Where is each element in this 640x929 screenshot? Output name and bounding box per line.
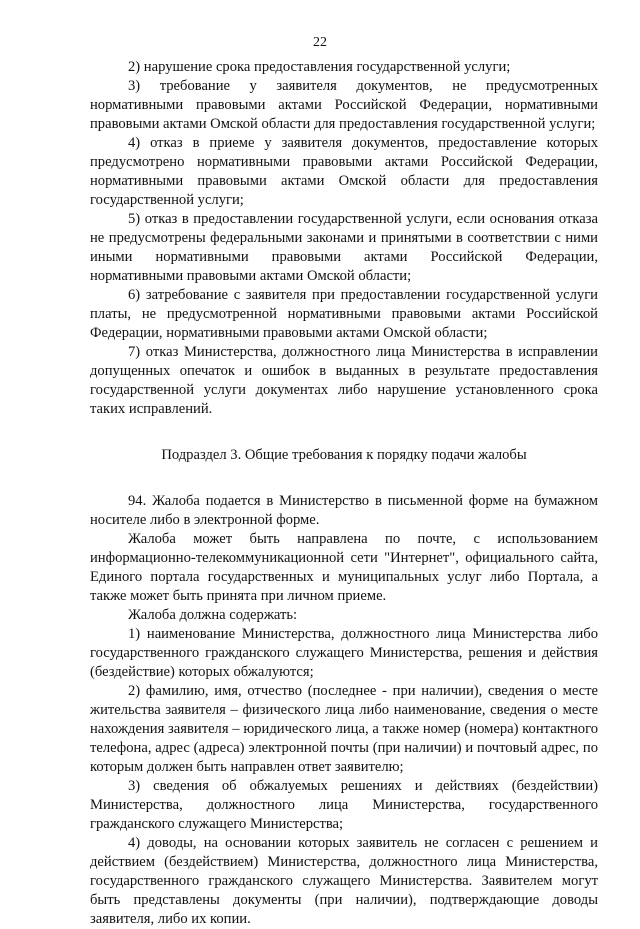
complaint-item-4: 4) доводы, на основании которых заявитель не согласен с решением и действием (бездействием) Министерства, должностного лица Министерства, государственного гражданского служащего Министерства. Заявителем могут быть представлены документы (при наличии), подтверждающие доводы заявителя, либо их копии. — [90, 835, 598, 927]
page-number: 22 — [313, 35, 327, 50]
document-body — [90, 58, 598, 929]
list-item-6: 6) затребование с заявителя при предоставлении государственной услуги платы, не предусмотренной нормативными правовыми актами Российской Федерации, нормативными правовыми актами Омской области; — [90, 287, 598, 341]
complaint-item-1: 1) наименование Министерства, должностного лица Министерства либо государственного гражданского служащего Министерства, решения и действия (бездействие) которых обжалуются; — [90, 626, 598, 680]
list-item-2: 2) нарушение срока предоставления государственной услуги; — [128, 59, 511, 75]
subsection-heading: Подраздел 3. Общие требования к порядку подачи жалобы — [161, 447, 527, 463]
list-item-3: 3) требование у заявителя документов, не предусмотренных нормативными правовыми актами Российской Федерации, нормативными правовыми актами Омской области для предоставления государственной услуги; — [90, 78, 598, 132]
paragraph-submission-methods: Жалоба может быть направлена по почте, с использованием информационно-телекоммуникационной сети "Интернет", официального сайта, Единого портала государственных и муниципальных услуг либо Портала, а также может быть принята при личном приеме. — [90, 531, 598, 604]
list-item-7: 7) отказ Министерства, должностного лица Министерства в исправлении допущенных опечаток и ошибок в выданных в результате предоставления государственной услуги документах либо нарушение установленного срока таких исправлений. — [90, 344, 598, 417]
complaint-item-2: 2) фамилию, имя, отчество (последнее - при наличии), сведения о месте жительства заявителя – физического лица либо наименование, сведения о месте нахождения заявителя – юридического лица, а также номер (номера) контактного телефона, адрес (адреса) электронной почты (при наличии) и почтовый адрес, по которым должен быть направлен ответ заявителю; — [90, 683, 598, 775]
paragraph-must-contain: Жалоба должна содержать: — [128, 607, 298, 623]
paragraph-94: 94. Жалоба подается в Министерство в письменной форме на бумажном носителе либо в электронной форме. — [90, 493, 598, 528]
list-item-4: 4) отказ в приеме у заявителя документов, предоставление которых предусмотрено нормативными правовыми актами Российской Федерации, нормативными правовыми актами Омской области для предоставления государственной услуги; — [90, 135, 598, 208]
complaint-item-3: 3) сведения об обжалуемых решениях и действиях (бездействии) Министерства, должностного лица Министерства, государственного гражданского служащего Министерства; — [90, 778, 598, 832]
list-item-5: 5) отказ в предоставлении государственной услуги, если основания отказа не предусмотрены федеральными законами и принятыми в соответствии с ними иными нормативными правовыми актами Российской Федерации, нормативными правовыми актами Омской области; — [90, 211, 598, 284]
